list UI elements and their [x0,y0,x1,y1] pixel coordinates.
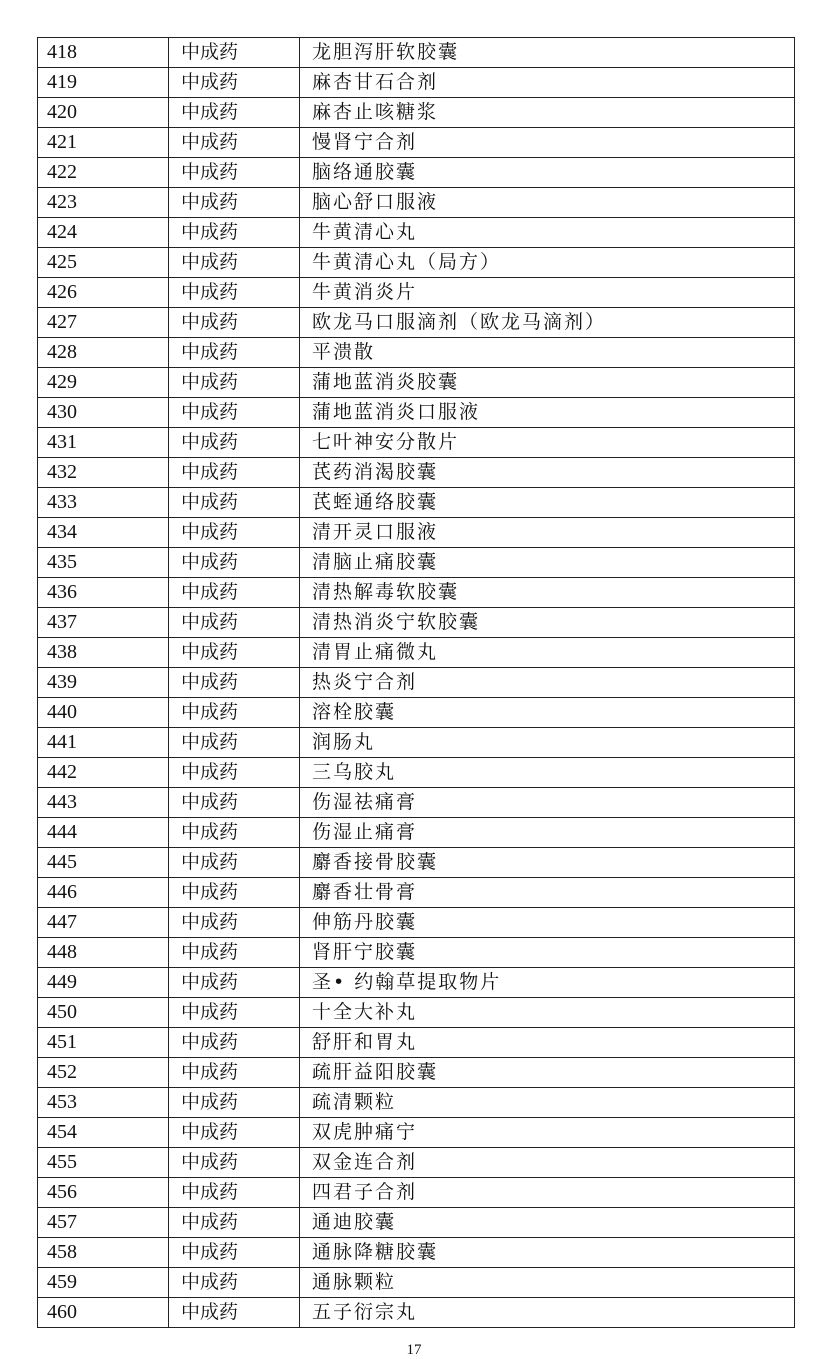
drug-name-cell: 舒肝和胃丸 [300,1028,795,1058]
row-number-cell: 436 [38,578,169,608]
drug-name-cell: 麻杏甘石合剂 [300,68,795,98]
table-row [38,98,795,128]
row-number-cell: 445 [38,848,169,878]
row-number-cell: 442 [38,758,169,788]
table-row [38,368,795,398]
category-cell: 中成药 [169,1028,300,1058]
category-cell: 中成药 [169,398,300,428]
drug-name-cell: 牛黄清心丸 [300,218,795,248]
table-row [38,278,795,308]
table-row [38,428,795,458]
table-row [38,908,795,938]
category-cell: 中成药 [169,128,300,158]
table-row [38,1058,795,1088]
drug-name-cell: 清热解毒软胶囊 [300,578,795,608]
drug-name-cell: 双金连合剂 [300,1148,795,1178]
category-cell: 中成药 [169,788,300,818]
drug-name-cell: 圣• 约翰草提取物片 [300,968,795,998]
drug-name-cell: 肾肝宁胶囊 [300,938,795,968]
category-cell: 中成药 [169,938,300,968]
table-row [38,1298,795,1328]
category-cell: 中成药 [169,158,300,188]
table-row [38,1208,795,1238]
table-row [38,758,795,788]
row-number-cell: 456 [38,1178,169,1208]
drug-name-cell: 芪药消渴胶囊 [300,458,795,488]
row-number-cell: 424 [38,218,169,248]
category-cell: 中成药 [169,428,300,458]
row-number-cell: 446 [38,878,169,908]
row-number-cell: 433 [38,488,169,518]
category-cell: 中成药 [169,998,300,1028]
drug-name-cell: 蒲地蓝消炎胶囊 [300,368,795,398]
table-row [38,1178,795,1208]
row-number-cell: 429 [38,368,169,398]
row-number-cell: 449 [38,968,169,998]
category-cell: 中成药 [169,728,300,758]
table-row [38,1088,795,1118]
table-row [38,818,795,848]
category-cell: 中成药 [169,578,300,608]
drug-name-cell: 伤湿止痛膏 [300,818,795,848]
category-cell: 中成药 [169,188,300,218]
drug-name-cell: 疏清颗粒 [300,1088,795,1118]
category-cell: 中成药 [169,308,300,338]
table-row [38,68,795,98]
row-number-cell: 439 [38,668,169,698]
table-row [38,938,795,968]
table-row [38,338,795,368]
drug-name-cell: 通迪胶囊 [300,1208,795,1238]
drug-name-cell: 五子衍宗丸 [300,1298,795,1328]
table-row [38,1148,795,1178]
drug-name-cell: 芪蛭通络胶囊 [300,488,795,518]
category-cell: 中成药 [169,878,300,908]
row-number-cell: 435 [38,548,169,578]
row-number-cell: 440 [38,698,169,728]
row-number-cell: 432 [38,458,169,488]
row-number-cell: 427 [38,308,169,338]
page-number: 17 [406,1342,422,1358]
category-cell: 中成药 [169,338,300,368]
table-row [38,548,795,578]
category-cell: 中成药 [169,848,300,878]
table-row [38,518,795,548]
row-number-cell: 418 [38,38,169,68]
table-body [38,38,795,1328]
row-number-cell: 419 [38,68,169,98]
category-cell: 中成药 [169,1298,300,1328]
drug-name-cell: 龙胆泻肝软胶囊 [300,38,795,68]
table-row [38,578,795,608]
drug-name-cell: 麝香接骨胶囊 [300,848,795,878]
category-cell: 中成药 [169,458,300,488]
row-number-cell: 430 [38,398,169,428]
table-row [38,878,795,908]
drug-name-cell: 清胃止痛微丸 [300,638,795,668]
row-number-cell: 428 [38,338,169,368]
category-cell: 中成药 [169,1088,300,1118]
category-cell: 中成药 [169,1238,300,1268]
category-cell: 中成药 [169,1208,300,1238]
category-cell: 中成药 [169,908,300,938]
row-number-cell: 454 [38,1118,169,1148]
category-cell: 中成药 [169,98,300,128]
drug-name-cell: 溶栓胶囊 [300,698,795,728]
row-number-cell: 438 [38,638,169,668]
row-number-cell: 426 [38,278,169,308]
row-number-cell: 421 [38,128,169,158]
row-number-cell: 420 [38,98,169,128]
category-cell: 中成药 [169,968,300,998]
category-cell: 中成药 [169,368,300,398]
table-row [38,638,795,668]
category-cell: 中成药 [169,218,300,248]
drug-name-cell: 四君子合剂 [300,1178,795,1208]
drug-name-cell: 脑络通胶囊 [300,158,795,188]
table-row [38,968,795,998]
table-row [38,158,795,188]
table-row [38,1238,795,1268]
category-cell: 中成药 [169,818,300,848]
row-number-cell: 434 [38,518,169,548]
category-cell: 中成药 [169,638,300,668]
drug-name-cell: 牛黄消炎片 [300,278,795,308]
drug-name-cell: 热炎宁合剂 [300,668,795,698]
row-number-cell: 441 [38,728,169,758]
drug-name-cell: 伤湿祛痛膏 [300,788,795,818]
row-number-cell: 437 [38,608,169,638]
category-cell: 中成药 [169,518,300,548]
row-number-cell: 459 [38,1268,169,1298]
row-number-cell: 448 [38,938,169,968]
category-cell: 中成药 [169,1178,300,1208]
table-row [38,218,795,248]
category-cell: 中成药 [169,1118,300,1148]
table-row [38,308,795,338]
table-row [38,398,795,428]
drug-name-cell: 欧龙马口服滴剂（欧龙马滴剂） [300,308,795,338]
table-row [38,1028,795,1058]
table-row [38,248,795,278]
row-number-cell: 451 [38,1028,169,1058]
drug-name-cell: 清开灵口服液 [300,518,795,548]
category-cell: 中成药 [169,488,300,518]
row-number-cell: 444 [38,818,169,848]
drug-name-cell: 三乌胶丸 [300,758,795,788]
row-number-cell: 450 [38,998,169,1028]
drug-name-cell: 脑心舒口服液 [300,188,795,218]
drug-name-cell: 牛黄清心丸（局方） [300,248,795,278]
row-number-cell: 431 [38,428,169,458]
row-number-cell: 458 [38,1238,169,1268]
row-number-cell: 460 [38,1298,169,1328]
category-cell: 中成药 [169,278,300,308]
table-row [38,788,795,818]
row-number-cell: 452 [38,1058,169,1088]
row-number-cell: 457 [38,1208,169,1238]
row-number-cell: 423 [38,188,169,218]
row-number-cell: 422 [38,158,169,188]
drug-name-cell: 润肠丸 [300,728,795,758]
drug-name-cell: 慢肾宁合剂 [300,128,795,158]
drug-name-cell: 清热消炎宁软胶囊 [300,608,795,638]
category-cell: 中成药 [169,248,300,278]
table-row [38,38,795,68]
drug-name-cell: 通脉降糖胶囊 [300,1238,795,1268]
table-row [38,128,795,158]
row-number-cell: 425 [38,248,169,278]
table-row [38,1268,795,1298]
table-row [38,458,795,488]
table-row [38,488,795,518]
table-row [38,668,795,698]
category-cell: 中成药 [169,1058,300,1088]
category-cell: 中成药 [169,548,300,578]
category-cell: 中成药 [169,698,300,728]
row-number-cell: 443 [38,788,169,818]
category-cell: 中成药 [169,38,300,68]
drug-name-cell: 疏肝益阳胶囊 [300,1058,795,1088]
table-row [38,1118,795,1148]
row-number-cell: 455 [38,1148,169,1178]
category-cell: 中成药 [169,608,300,638]
drug-name-cell: 麻杏止咳糖浆 [300,98,795,128]
drug-name-cell: 十全大补丸 [300,998,795,1028]
drug-name-cell: 七叶神安分散片 [300,428,795,458]
row-number-cell: 447 [38,908,169,938]
category-cell: 中成药 [169,668,300,698]
table-row [38,848,795,878]
category-cell: 中成药 [169,1148,300,1178]
table-row [38,998,795,1028]
drug-list-table [37,37,795,1328]
category-cell: 中成药 [169,68,300,98]
table-row [38,698,795,728]
category-cell: 中成药 [169,1268,300,1298]
table-row [38,188,795,218]
table-row [38,728,795,758]
drug-name-cell: 平溃散 [300,338,795,368]
category-cell: 中成药 [169,758,300,788]
table-row [38,608,795,638]
drug-name-cell: 伸筋丹胶囊 [300,908,795,938]
row-number-cell: 453 [38,1088,169,1118]
drug-name-cell: 蒲地蓝消炎口服液 [300,398,795,428]
drug-name-cell: 清脑止痛胶囊 [300,548,795,578]
drug-name-cell: 麝香壮骨膏 [300,878,795,908]
drug-name-cell: 双虎肿痛宁 [300,1118,795,1148]
drug-name-cell: 通脉颗粒 [300,1268,795,1298]
